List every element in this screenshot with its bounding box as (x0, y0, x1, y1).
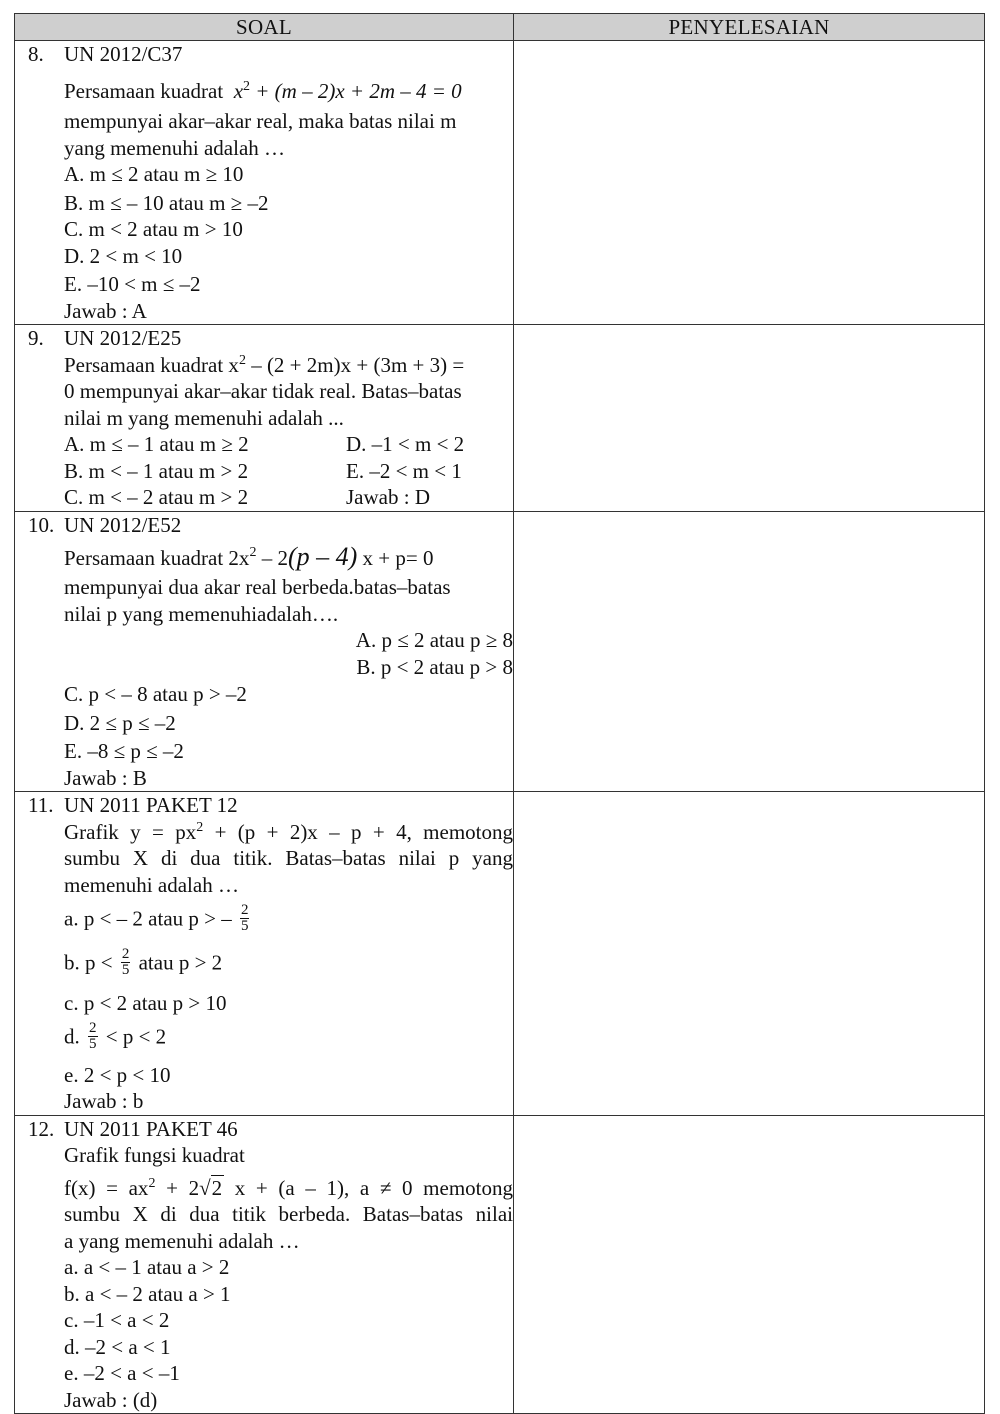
question-stem-line: 0 mempunyai akar–akar tidak real. Batas–batas (64, 379, 462, 403)
option-c: C. m < 2 atau m > 10 (64, 217, 243, 241)
question-stem: Persamaan kuadrat $x^2 - (2 + 2m)x + (3m + 3)$ = (64, 352, 465, 377)
question-cell-12 (15, 1115, 514, 1414)
option-d: D. 2 ≤ p ≤ –2 (64, 710, 176, 735)
question-stem: Grafik $y = px^2 + (p + 2)x - p + 4$, memotong (64, 819, 513, 844)
answer: Jawab : A (64, 298, 147, 323)
header-soal: SOAL (15, 14, 514, 41)
question-number: 9. (28, 326, 44, 350)
question-number: 8. (28, 42, 44, 66)
question-stem-line: sumbu X di dua titik berbeda. Batas–batas nilai (64, 1202, 513, 1226)
question-stem: $f(x) = ax^2 + 2√2$ x + (a – 1), a ≠ 0 memotong (64, 1175, 513, 1200)
answer: Jawab : B (64, 765, 147, 790)
question-row-10 (15, 512, 985, 792)
option-e: E. –8 ≤ p ≤ –2 (64, 739, 184, 763)
option-b: B. m ≤ – 10 atau m ≥ –2 (64, 190, 269, 215)
option-d: d. $\frac{2}{5}$ < p < 2 (64, 1019, 167, 1052)
answer-cell-11 (514, 792, 985, 1116)
question-number: 11. (28, 793, 54, 817)
sqrt-symbol: √ (199, 1175, 211, 1200)
question-stem-line: nilai p yang memenuhiadalah…. (64, 601, 339, 626)
question-stem-line: a yang memenuhi adalah … (64, 1228, 300, 1253)
option-e: e. 2 < p < 10 (64, 1062, 171, 1087)
question-row-12 (15, 1115, 985, 1414)
question-cell-9 (15, 325, 514, 512)
option-a: a. p < – 2 atau p > – $\frac{2}{5}$ (64, 902, 249, 934)
option-b: b. a < – 2 atau a > 1 (64, 1281, 231, 1306)
option-e: e. –2 < a < –1 (64, 1361, 180, 1385)
question-number: 12. (28, 1116, 55, 1141)
question-source: UN 2011 PAKET 12 (64, 793, 238, 817)
question-stem-line: mempunyai dua akar real berbeda.batas–batas (64, 575, 451, 599)
answer-cell-10 (514, 512, 985, 792)
question-source: UN 2011 PAKET 46 (64, 1116, 238, 1141)
option-c: C. p < – 8 atau p > –2 (64, 682, 247, 706)
option-c: c. –1 < a < 2 (64, 1308, 170, 1332)
question-stem-line: nilai m yang memenuhi adalah ... (64, 405, 344, 430)
option-a: A. p ≤ 2 atau p ≥ 8 (355, 628, 513, 652)
question-stem-line: yang memenuhi adalah … (64, 135, 286, 160)
option-a: A. m ≤ – 1 atau m ≥ 2 (64, 432, 249, 456)
question-source: UN 2012/E52 (64, 513, 182, 537)
question-cell-10 (15, 512, 514, 792)
option-a: A. m ≤ 2 atau m ≥ 10 (64, 162, 244, 186)
fraction: $\frac{2}{5}$ (121, 946, 130, 978)
answer: Jawab : (d) (64, 1387, 158, 1412)
question-cell-8 (15, 41, 514, 325)
question-stem-line: memenuhi adalah … (64, 872, 239, 897)
question-row-8 (15, 41, 985, 325)
question-source: UN 2012/E25 (64, 326, 182, 350)
answer-cell-12 (514, 1115, 985, 1414)
question-stem: Persamaan kuadrat $2x^2 - 2(p - 4) x + p= 0$ (64, 541, 434, 571)
question-stem-line: Grafik fungsi kuadrat (64, 1143, 245, 1167)
option-b: B. p < 2 atau p > 8 (356, 654, 513, 679)
option-a: a. a < – 1 atau a > 2 (64, 1255, 230, 1279)
answer: Jawab : b (64, 1089, 144, 1113)
option-e: E. –10 < m ≤ –2 (64, 272, 201, 296)
question-stem-line: mempunyai akar–akar real, maka batas nilai m (64, 109, 457, 133)
question-cell-11 (15, 792, 514, 1116)
header-penyelesaian: PENYELESAIAN (514, 14, 985, 41)
answer-cell-9 (514, 325, 985, 512)
option-d: D. 2 < m < 10 (64, 243, 183, 268)
question-stem: Persamaan kuadrat $x^2 + (m - 2)x + 2m - 4 = 0$ (64, 78, 462, 103)
fraction: $\frac{2}{5}$ (89, 1019, 97, 1052)
header-row (15, 14, 985, 41)
option-d: D. –1 < m < 2 (346, 432, 465, 456)
option-d: d. –2 < a < 1 (64, 1334, 171, 1359)
question-stem-line: sumbu X di dua titik. Batas–batas nilai p yang (64, 846, 513, 870)
option-b: b. p < $\frac{2}{5}$ atau p > 2 (64, 946, 223, 978)
answer: Jawab : D (346, 485, 430, 509)
question-table (14, 13, 985, 1414)
option-c: c. p < 2 atau p > 10 (64, 991, 227, 1015)
answer-cell-8 (514, 41, 985, 325)
question-source: UN 2012/C37 (64, 42, 183, 66)
question-row-11 (15, 792, 985, 1116)
option-b: B. m < – 1 atau m > 2 (64, 458, 249, 483)
option-c: C. m < – 2 atau m > 2 (64, 485, 249, 509)
fraction: $\frac{2}{5}$ (240, 902, 249, 934)
question-row-9 (15, 325, 985, 512)
question-number: 10. (28, 513, 55, 537)
option-e: E. –2 < m < 1 (346, 458, 462, 483)
